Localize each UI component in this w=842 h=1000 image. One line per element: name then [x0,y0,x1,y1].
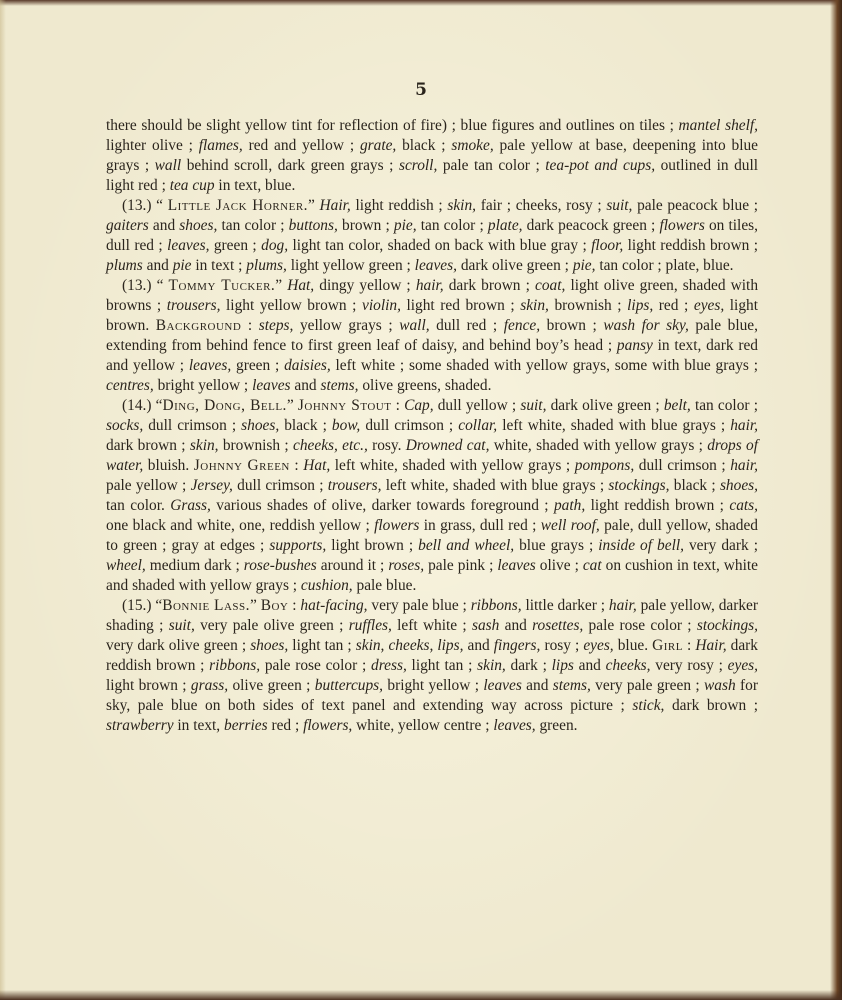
text-run: blue. [613,637,653,654]
text-run: in text ; [191,257,247,274]
italic-term: steps, [258,317,294,334]
text-run: dark brown ; [664,697,758,714]
text-run: very dark olive green ; [106,637,251,654]
italic-term: trousers, [166,297,221,314]
page-edge-left [0,0,6,1000]
text-run: tan color ; [416,217,488,234]
text-run: red ; [653,297,694,314]
italic-term: stockings, [608,477,670,494]
text-run: dull yellow ; [433,397,521,414]
text-run: dark reddish brown ; [106,637,758,674]
text-run: brownish ; [218,437,293,454]
text-run: olive ; [535,557,583,574]
italic-term: tea-pot and cups, [545,157,656,174]
text-run: for sky, pale blue on both sides of text panel and extending way across picture ; [106,677,758,714]
page-number: 5 [415,80,427,100]
italic-term: fence, [503,317,541,334]
paragraph-14-ding-dong-bell [106,396,758,596]
text-run: : [289,457,304,474]
italic-term: cushion, [300,577,353,594]
text-run: dull crimson ; [360,417,459,434]
text-run: ” [286,397,298,414]
italic-term: grass, [190,677,229,694]
text-run: dark brown ; [106,437,190,454]
italic-term: plate, [487,217,523,234]
text-run: light olive green, shaded with browns ; [106,277,759,314]
small-caps-heading: Bonnie Lass. [162,597,250,614]
text-run: pale rose color ; [583,617,697,634]
italic-term: skin, cheeks, lips, [355,637,464,654]
text-run: tan color ; plate, blue. [595,257,734,274]
text-run: green. [535,717,578,734]
italic-term: hat-facing, [300,597,368,614]
text-run: red and yellow ; [242,137,360,154]
text-run: dark brown ; [443,277,535,294]
italic-term: collar, [458,417,498,434]
italic-term: leaves [483,677,522,694]
text-run: rosy ; [540,637,584,654]
text-run: pale blue. [352,577,417,594]
italic-term: flowers, [303,717,353,734]
italic-term: stems, [320,377,359,394]
italic-term: ruffles, [348,617,392,634]
italic-term: berries [224,717,268,734]
italic-term: fingers, [493,637,541,654]
text-run: left white, shaded with blue grays ; [497,417,731,434]
italic-term: wall [154,157,182,174]
text-run: and [142,257,173,274]
text-run: very pale olive green ; [194,617,349,634]
page-edge-top [0,0,842,6]
small-caps-heading: Boy [260,597,289,614]
text-run: black ; [669,477,720,494]
text-run: light tan color, shaded on back with blue gray ; [288,237,592,254]
italic-term: mantel shelf, [678,117,758,134]
italic-term: roses, [388,557,425,574]
italic-term: sash [471,617,500,634]
text-run: (13.) “ [122,197,168,214]
italic-term: rose-bushes [243,557,317,574]
italic-term: supports, [269,537,327,554]
italic-term: centres, [106,377,154,394]
italic-term: shoes, [719,477,758,494]
text-run: pale pink ; [424,557,498,574]
italic-term: wash [704,677,736,694]
text-run: (13.) “ [122,277,169,294]
text-run: light yellow green ; [286,257,415,274]
text-run: bright yellow ; [383,677,484,694]
text-run: white, yellow centre ; [352,717,494,734]
text-run: black ; [396,137,452,154]
italic-term: Grass, [170,497,211,514]
text-run: : [682,637,696,654]
italic-term: flowers [374,517,420,534]
text-run: light brown ; [326,537,419,554]
text-run: ” [275,277,288,294]
text-run: black ; [279,417,332,434]
italic-term: inside of bell, [598,537,684,554]
italic-term: bow, [331,417,361,434]
text-run: in text, [173,717,225,734]
italic-term: pansy [616,337,653,354]
italic-term: drops of water, [106,437,758,474]
text-run: green ; [231,357,285,374]
italic-term: plums [106,257,143,274]
text-run: (14.) “ [122,397,163,414]
italic-term: Hair, [319,197,351,214]
italic-term: wall, [399,317,430,334]
italic-term: flowers [659,217,705,234]
italic-term: pie [172,257,192,274]
text-run: green ; [209,237,262,254]
italic-term: belt, [663,397,691,414]
italic-term: rosettes, [532,617,584,634]
paragraph-13-little-jack-horner [106,196,758,276]
small-caps-heading: Johnny Stout [297,397,392,414]
text-run: pale blue, extending from behind fence to first green leaf of daisy, and behind boy’s head ; [106,317,758,354]
text-run: olive green ; [228,677,315,694]
text-run: left white, shaded with blue grays ; [381,477,609,494]
text-run: very dark ; [683,537,758,554]
italic-term: stockings, [696,617,758,634]
italic-term: coat, [535,277,566,294]
text-run: light red brown ; [400,297,521,314]
text-run: various shades of olive, darker towards foreground ; [210,497,554,514]
text-run: little darker ; [521,597,609,614]
text-run: behind scroll, dark green grays ; [181,157,399,174]
text-run: dark olive green ; [456,257,573,274]
text-run: blue grays ; [514,537,599,554]
text-run: light reddish brown ; [623,237,758,254]
text-run: pale yellow, darker shading ; [106,597,758,634]
italic-term: ribbons, [209,657,261,674]
small-caps-heading: Background [155,317,242,334]
italic-term: buttons, [288,217,338,234]
text-run: and [521,677,553,694]
text-run: light brown ; [106,677,191,694]
italic-term: dog, [261,237,289,254]
italic-term: Hat, [287,277,315,294]
text-run: around it ; [316,557,389,574]
text-run: very pale green ; [590,677,705,694]
italic-term: dress, [371,657,407,674]
italic-term: stems, [552,677,591,694]
small-caps-heading: Tommy Tucker. [168,277,276,294]
text-run: dark peacock green ; [522,217,660,234]
italic-term: socks, [106,417,144,434]
text-run: left white, shaded with yellow grays ; [330,457,575,474]
italic-term: suit, [520,397,547,414]
italic-term: wheel, [106,557,146,574]
text-run: left white ; some shaded with yellow grays, some with blue grays ; [330,357,758,374]
text-run: and [499,617,533,634]
text-run: light reddish brown ; [585,497,730,514]
paragraph-15-bonnie-lass [106,596,758,736]
italic-term: shoes, [179,217,218,234]
italic-term: cheeks, [605,657,651,674]
italic-term: trousers, [327,477,382,494]
italic-term: eyes, [693,297,725,314]
paragraph-continuation [106,116,758,196]
italic-term: plums, [246,257,287,274]
text-run: lighter olive ; [106,137,199,154]
text-run: there should be slight yellow tint for reflection of fire) ; blue figures and outlines on tiles ; [106,117,679,134]
italic-term: skin, [477,657,506,674]
small-caps-heading: Johnny Green [193,457,290,474]
text-run: olive greens, shaded. [358,377,492,394]
text-run: in grass, dull red ; [419,517,541,534]
text-run: pale yellow at base, deepening into blue grays ; [106,137,758,174]
text-run: outlined in dull light red ; [106,157,759,194]
text-run: on tiles, dull red ; [106,217,759,254]
italic-term: leaves, [167,237,210,254]
text-run: pale yellow ; [106,477,191,494]
text-run: ” [308,197,320,214]
italic-term: leaves, [493,717,536,734]
text-run: dull crimson ; [232,477,328,494]
text-run: pale, dull yellow, shaded to green ; gray at edges ; [106,517,758,554]
text-run: dull crimson ; [634,457,731,474]
text-run: very rosy ; [650,657,728,674]
italic-term: path, [553,497,586,514]
text-run: and [290,377,321,394]
italic-term: Jersey, [190,477,233,494]
italic-term: strawberry [106,717,174,734]
text-run: very pale blue ; [367,597,471,614]
text-run: left white ; [391,617,472,634]
text-run: medium dark ; [145,557,244,574]
text-run: and [573,657,606,674]
text-run: tan color ; [217,217,289,234]
page-edge-right [830,0,842,1000]
italic-term: pie, [572,257,596,274]
text-run: dull crimson ; [143,417,242,434]
text-run: light tan ; [406,657,478,674]
text-run: in text, dark red and yellow ; [106,337,758,374]
body-text [106,116,758,736]
italic-term: cats, [729,497,758,514]
text-run: pale peacock blue ; [632,197,759,214]
italic-term: buttercups, [314,677,384,694]
italic-term: shoes, [250,637,289,654]
text-run: brown ; [540,317,604,334]
italic-term: bell and wheel, [418,537,515,554]
paragraph-13-tommy-tucker [106,276,758,396]
italic-term: skin, [520,297,549,314]
text-run: light tan ; [288,637,356,654]
text-run: dark olive green ; [546,397,664,414]
italic-term: gaiters [106,217,149,234]
text-run: : [391,397,405,414]
text-run: and [148,217,180,234]
italic-term: suit, [168,617,195,634]
italic-term: skin, [447,197,476,214]
italic-term: well roof, [540,517,600,534]
italic-term: shoes, [241,417,280,434]
italic-term: smoke, [451,137,494,154]
italic-term: stick, [632,697,665,714]
italic-term: Hat, [303,457,331,474]
italic-term: tea cup [169,177,215,194]
italic-term: violin, [362,297,401,314]
text-run: dull red ; [429,317,504,334]
italic-term: lips [551,657,574,674]
text-run: brownish ; [548,297,628,314]
italic-term: hair, [730,417,758,434]
italic-term: leaves, [414,257,457,274]
text-run: red ; [267,717,304,734]
text-run: ” [250,597,261,614]
text-run: dingy yellow ; [314,277,416,294]
text-run: yellow grays ; [293,317,400,334]
text-run: pale rose color ; [260,657,372,674]
italic-term: cat [582,557,602,574]
text-run: white, shaded with yellow grays ; [489,437,708,454]
italic-term: daisies, [284,357,331,374]
text-run: fair ; cheeks, rosy ; [476,197,607,214]
italic-term: suit, [606,197,633,214]
text-run: light brown. [106,297,758,334]
text-run: rosy. [367,437,406,454]
text-run: on cushion in text, white and shaded with yellow grays ; [106,557,758,594]
italic-term: Cap, [404,397,434,414]
italic-term: leaves [252,377,291,394]
italic-term: Hair, [695,637,727,654]
italic-term: hair, [730,457,759,474]
italic-term: wash for sky, [603,317,689,334]
text-run: light reddish ; [350,197,448,214]
italic-term: leaves [497,557,536,574]
text-run: pale tan color ; [437,157,546,174]
text-run: one black and white, one, reddish yellow ; [106,517,375,534]
text-run: : [288,597,301,614]
italic-term: cheeks, etc., [293,437,368,454]
text-run: dark ; [505,657,552,674]
italic-term: eyes, [727,657,758,674]
text-run: in text, blue. [214,177,296,194]
small-caps-heading: Girl [652,637,683,654]
italic-term: eyes, [583,637,614,654]
text-run: bright yellow ; [153,377,253,394]
italic-term: skin, [189,437,219,454]
text-run: tan color ; [690,397,758,414]
italic-term: hair, [608,597,637,614]
small-caps-heading: Little Jack Horner. [167,197,309,214]
text-run: light yellow brown ; [220,297,363,314]
italic-term: scroll, [398,157,438,174]
page-edge-bottom [0,990,842,1000]
text-run: (15.) “ [122,597,163,614]
italic-term: pie, [393,217,417,234]
text-run: brown ; [337,217,394,234]
italic-term: Drowned cat, [405,437,490,454]
italic-term: pompons, [574,457,635,474]
text-run: bluish. [143,457,194,474]
italic-term: hair, [415,277,444,294]
italic-term: leaves, [188,357,232,374]
text-run: and [463,637,494,654]
text-run: tan color. [106,497,171,514]
small-caps-heading: Ding, Dong, Bell. [162,397,287,414]
italic-term: grate, [359,137,397,154]
italic-term: lips, [627,297,654,314]
italic-term: ribbons, [470,597,522,614]
italic-term: floor, [591,237,624,254]
text-run: : [241,317,259,334]
italic-term: flames, [198,137,243,154]
